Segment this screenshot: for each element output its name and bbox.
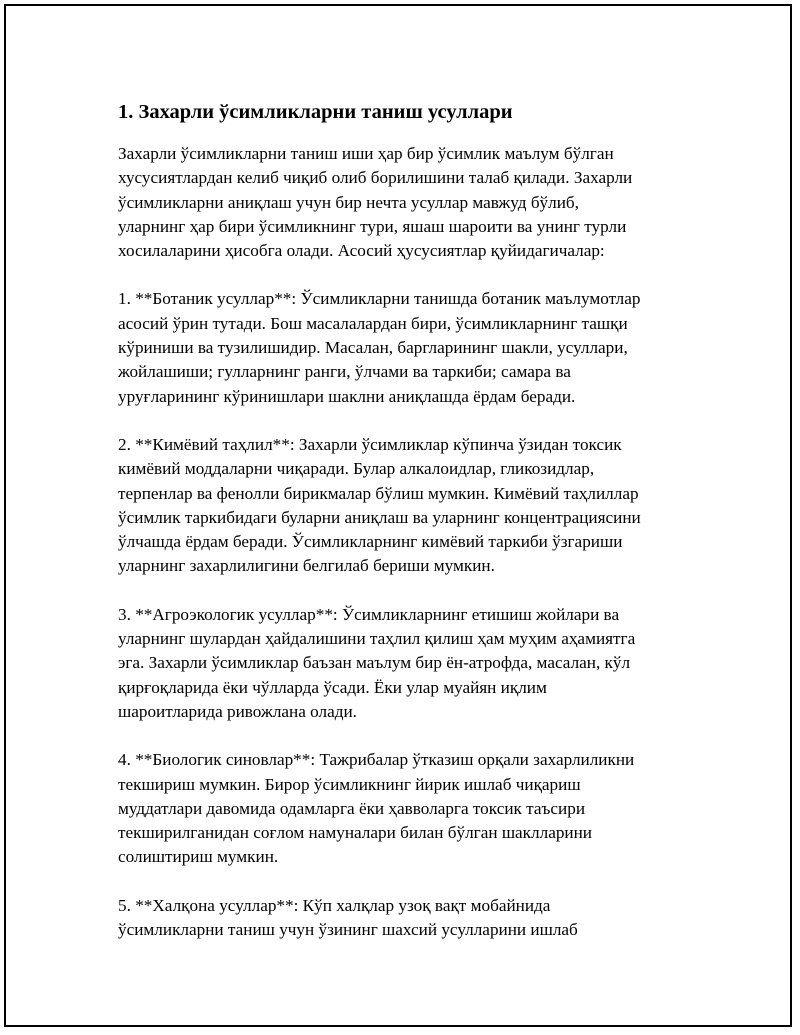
text-line: Захарли ўсимликларни таниш иши ҳар бир ўсимлик маълум бўлган — [118, 144, 614, 163]
text-line: терпенлар ва фенолли бирикмалар бўлиш мумкин. Кимёвий таҳлиллар — [118, 483, 639, 503]
text-line: текширилганидан соғлом намуналари билан бўлган шаклларини — [118, 823, 593, 843]
paragraph-agroecological-methods — [118, 603, 718, 724]
text-line: кимёвий моддаларни чиқаради. Булар алкалоидлар, гликозидлар, — [118, 459, 595, 479]
text-line: жойлашиши; гулларнинг ранги, ўлчами ва таркиби; самара ва — [118, 362, 571, 382]
text-line: солиштириш мумкин. — [118, 847, 279, 867]
text-line: асосий ўрин тутади. Бош масалалардан бири, ўсимликларнинг ташқи — [118, 313, 628, 333]
text-line: 5. **Халқона усуллар**: Кўп халқлар узоқ вақт мобайнида — [118, 895, 551, 915]
text-line: кўриниши ва тузилишидир. Масалан, баргларининг шакли, усуллари, — [118, 338, 628, 358]
document-title: 1. Захарли ўсимликларни таниш усуллари — [118, 101, 513, 123]
text-line: уларнинг ҳар бири ўсимликнинг тури, яшаш шароити ва унинг турли — [118, 216, 627, 236]
text-line: 2. **Кимёвий таҳлил**: Захарли ўсимликлар кўпинча ўзидан токсик — [118, 434, 622, 454]
text-line: 1. **Ботаник усуллар**: Ўсимликларни танишда ботаник маълумотлар — [118, 289, 641, 309]
text-line: текшириш мумкин. Бирор ўсимликнинг йирик ишлаб чиқариш — [118, 774, 581, 794]
text-line: уларнинг захарлилигини белгилаб бериши мумкин. — [118, 556, 495, 576]
text-line: хосилаларини ҳисобга олади. Асосий ҳусусиятлар қуйидагичалар: — [118, 241, 605, 261]
text-line: ўсимликларни таниш учун ўзининг шахсий усулларини ишлаб — [118, 920, 578, 940]
text-line: хусусиятлардан келиб чиқиб олиб борилишини талаб қилади. Захарли — [118, 168, 633, 188]
paragraph-intro — [118, 142, 718, 263]
text-line: 3. **Агроэкологик усуллар**: Ўсимликларнинг етишиш жойлари ва — [118, 604, 620, 624]
text-line: қирғоқларида ёки чўлларда ўсади. Ёки улар муайян иқлим — [118, 677, 547, 697]
paragraph-folk-methods — [118, 894, 718, 943]
text-line: ўсимликларни аниқлаш учун бир нечта усуллар мавжуд бўлиб, — [118, 192, 579, 212]
text-line: муддатлари давомида одамларга ёки ҳавволарга токсик таъсири — [118, 798, 586, 818]
text-line: ўсимлик таркибидаги буларни аниқлаш ва уларнинг концентрациясини — [118, 507, 641, 527]
paragraph-biological-tests — [118, 748, 718, 869]
text-line: ўлчашда ёрдам беради. Ўсимликларнинг кимёвий таркиби ўзгариши — [118, 532, 623, 552]
paragraph-botanical-methods — [118, 287, 718, 408]
document-body — [118, 98, 718, 966]
page-frame — [4, 4, 792, 1027]
text-line: шароитларида ривожлана олади. — [118, 701, 357, 721]
text-line: эга. Захарли ўсимликлар баъзан маълум бир ён-атрофда, масалан, кўл — [118, 653, 631, 673]
text-line: уларнинг шулардан ҳайдалишини таҳлил қилиш ҳам муҳим аҳамиятга — [118, 629, 636, 649]
paragraph-chemical-analysis — [118, 433, 718, 579]
text-line: уруғларининг кўринишлари шаклни аниқлашда ёрдам беради. — [118, 386, 576, 406]
text-line: 4. **Биологик синовлар**: Тажрибалар ўтказиш орқали захарлиликни — [118, 750, 635, 770]
